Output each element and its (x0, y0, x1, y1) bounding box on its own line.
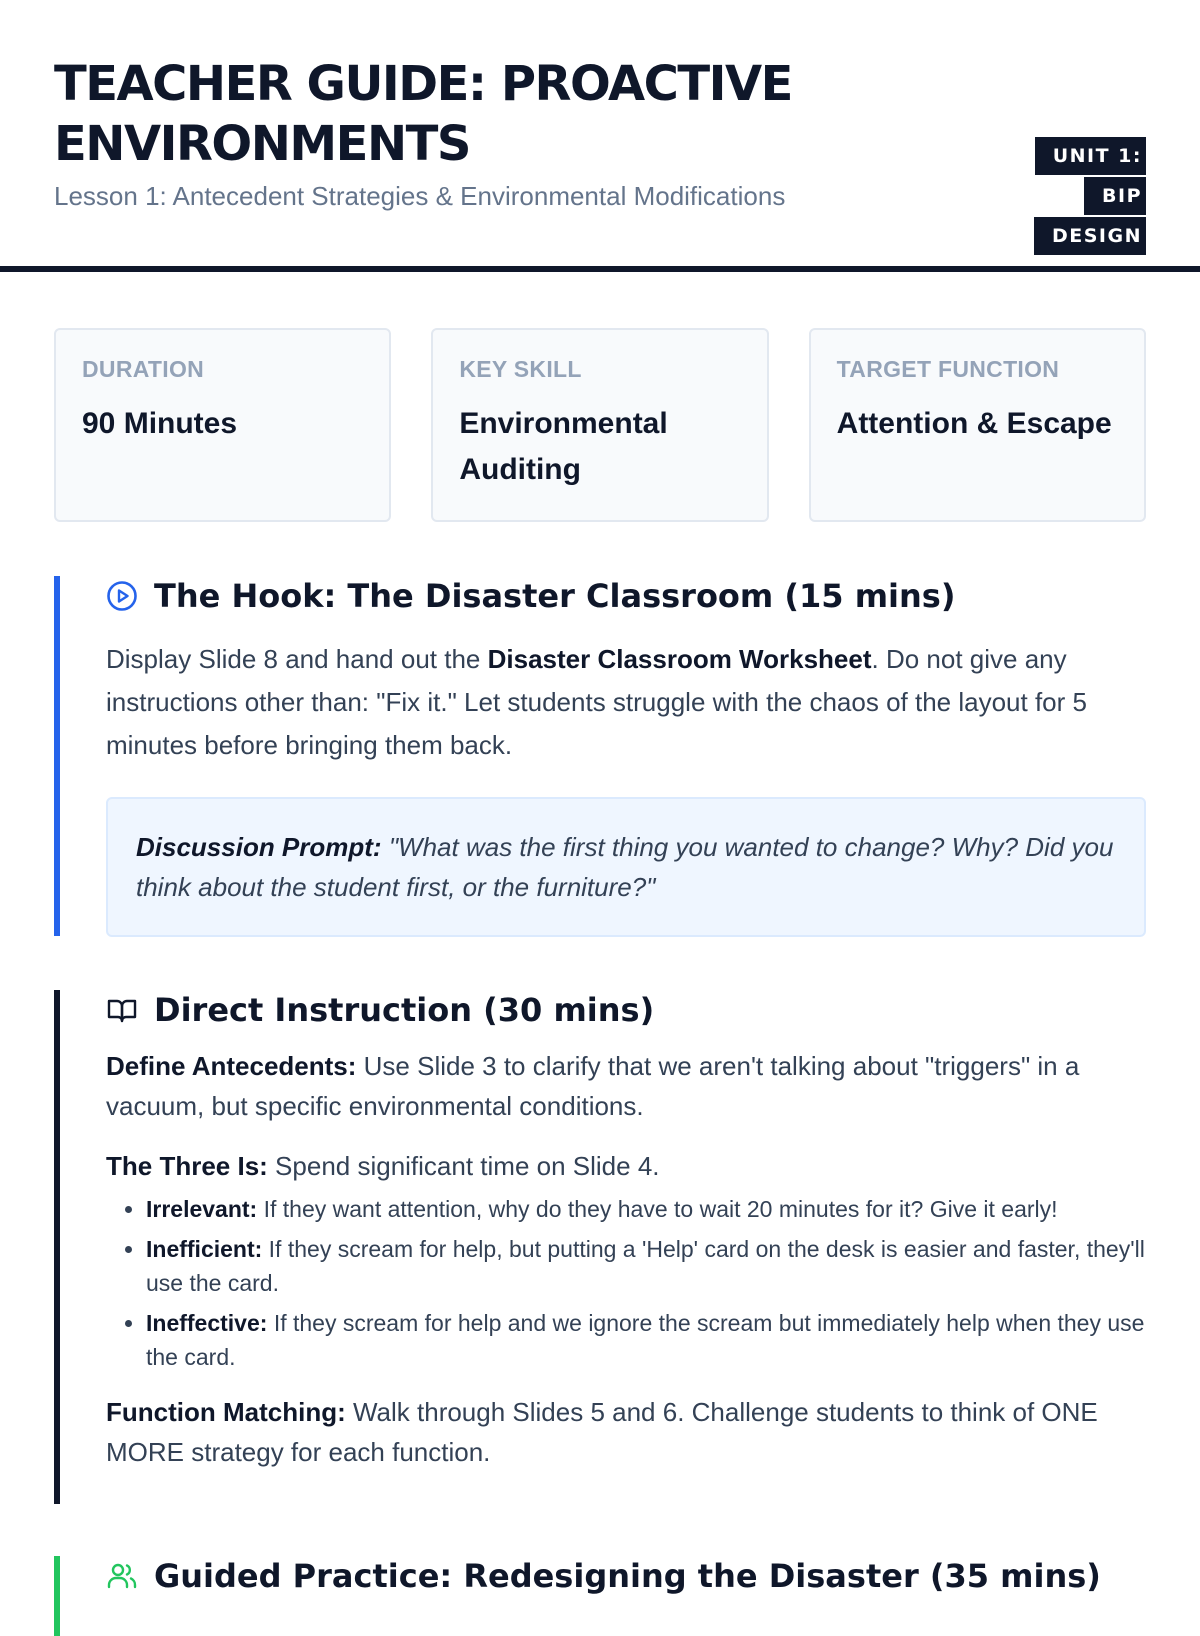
three-is-list (106, 1192, 1146, 1374)
lesson-stat-cards (54, 328, 1146, 522)
target-function-card (809, 328, 1146, 522)
card-value: 90 Minutes (82, 407, 238, 440)
three-is-paragraph (106, 1146, 1146, 1186)
duration-card (54, 328, 391, 522)
header-divider (0, 266, 1200, 272)
list-item (146, 1232, 1146, 1300)
term-text: Use Slide 3 to clarify that we aren't talking about "triggers" in a vacuum, but specific environmental conditions. (106, 1051, 1080, 1121)
function-matching-paragraph (106, 1392, 1146, 1472)
page-title: TEACHER GUIDE: PROACTIVE ENVIRONMENTS (54, 56, 792, 172)
bullet-text: If they want attention, why do they have to wait 20 minutes for it? Give it early! (257, 1196, 1058, 1222)
bullet-text: If they scream for help and we ignore the scream but immediately help when they use the card. (146, 1310, 1145, 1370)
bullet-text: If they scream for help, but putting a 'Help' card on the desk is easier and faster, they'll use the card. (146, 1236, 1145, 1296)
list-item (146, 1306, 1146, 1374)
card-value: Environmental Auditing (459, 407, 668, 486)
hook-section (54, 576, 1146, 936)
list-item (146, 1192, 1146, 1226)
card-label: KEY SKILL (459, 356, 582, 382)
bullet-label: Irrelevant: (146, 1196, 258, 1222)
worksheet-name: Disaster Classroom Worksheet (487, 644, 872, 674)
page-header (54, 54, 1146, 247)
hook-heading-text: The Hook: The Disaster Classroom (15 mins) (154, 577, 956, 615)
unit-badge-label: UNIT 1: BIP DESIGN (1034, 137, 1146, 255)
define-antecedents-paragraph (106, 1046, 1146, 1126)
key-skill-card (431, 328, 768, 522)
card-label: TARGET FUNCTION (836, 356, 1060, 382)
play-circle-icon (106, 580, 138, 612)
term-text: Spend significant time on Slide 4. (267, 1151, 660, 1181)
direct-heading-text: Direct Instruction (30 mins) (154, 991, 655, 1029)
unit-badge (996, 136, 1146, 256)
discussion-prompt-box (106, 797, 1146, 937)
term-label: Function Matching: (106, 1397, 346, 1427)
users-icon (106, 1560, 138, 1592)
card-label: DURATION (82, 356, 205, 382)
card-value: Attention & Escape (836, 407, 1112, 440)
direct-instruction-section (54, 990, 1146, 1504)
guided-heading-text: Guided Practice: Redesigning the Disaster (35 mins) (154, 1557, 1101, 1595)
term-text: Walk through Slides 5 and 6. Challenge students to think of ONE MORE strategy for each function. (106, 1397, 1098, 1467)
prompt-text: "What was the first thing you wanted to change? Why? Did you think about the student first, or the furniture?" (136, 832, 1114, 902)
hook-text: . Do not give any instructions other than: "Fix it." Let students struggle with the chaos of the layout for 5 minutes before bringing them back. (106, 644, 1087, 760)
book-open-icon (106, 994, 138, 1026)
guided-heading (106, 1556, 1146, 1596)
direct-heading (106, 990, 1146, 1030)
prompt-label: Discussion Prompt: (136, 832, 382, 862)
hook-heading (106, 576, 1146, 616)
guided-practice-section (54, 1556, 1146, 1636)
bullet-label: Inefficient: (146, 1236, 263, 1262)
term-label: The Three Is: (106, 1151, 268, 1181)
hook-text: Display Slide 8 and hand out the (106, 644, 488, 674)
term-label: Define Antecedents: (106, 1051, 357, 1081)
lesson-subtitle: Lesson 1: Antecedent Strategies & Environmental Modifications (54, 181, 786, 211)
hook-paragraph (106, 638, 1146, 767)
bullet-label: Ineffective: (146, 1310, 268, 1336)
